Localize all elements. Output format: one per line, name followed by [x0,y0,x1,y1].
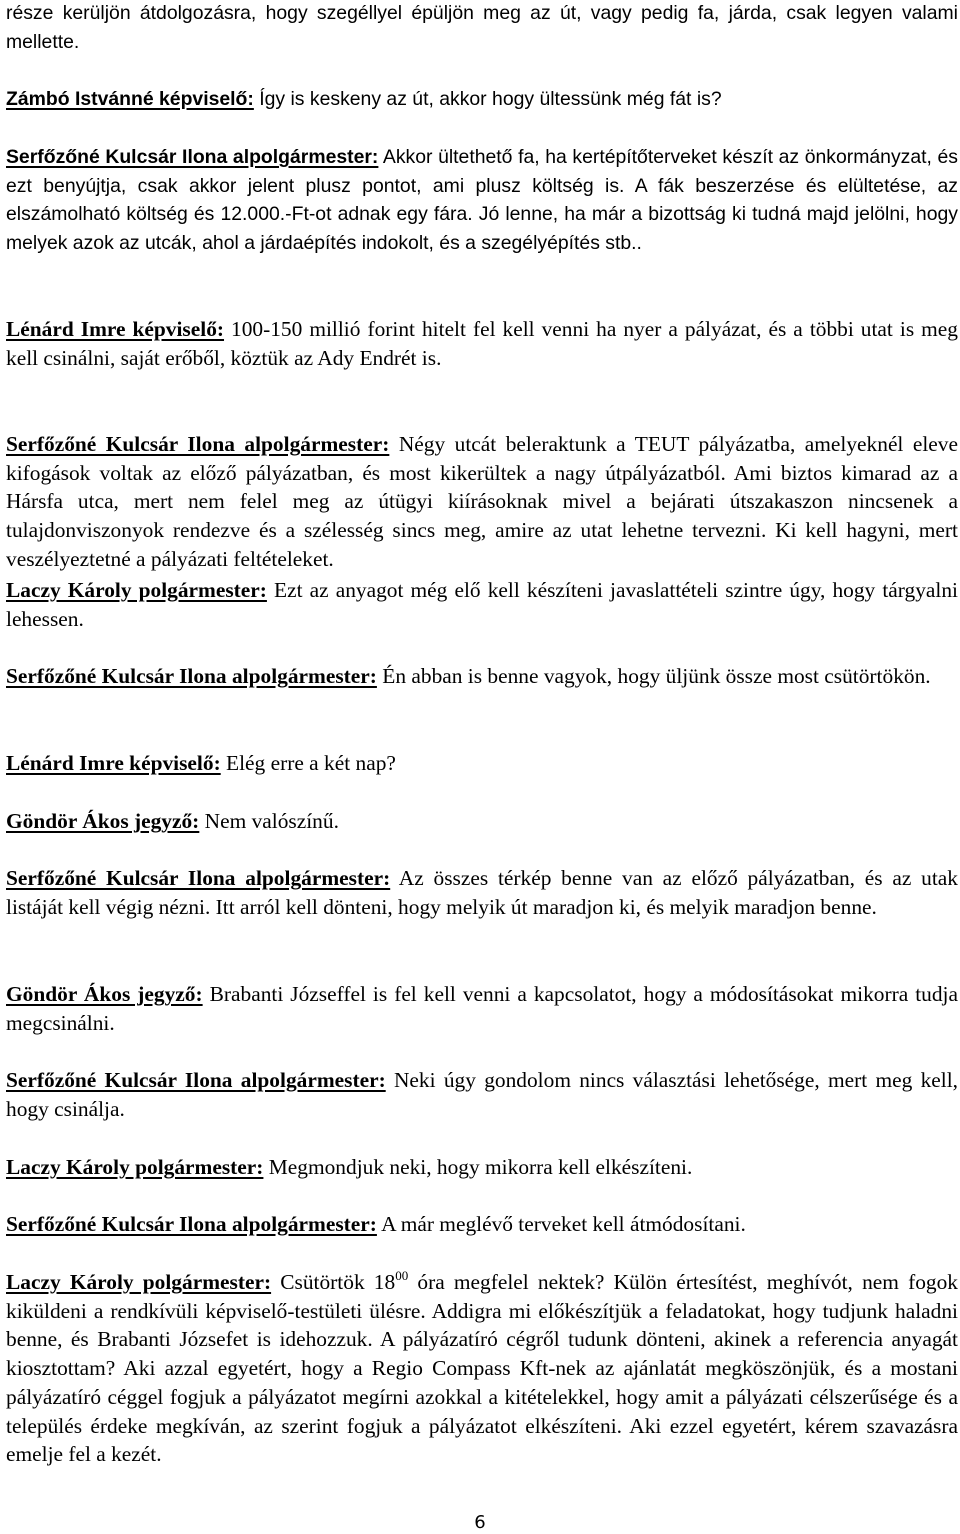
paragraph-lenard-2 [6,749,958,778]
paragraph-text: Megmondjuk neki, hogy mikorra kell elkészíteni. [263,1155,693,1179]
speaker-name: Serfőzőné Kulcsár Ilona alpolgármester: [6,664,377,688]
paragraph-lenard-1 [6,315,958,372]
paragraph-serfozone-4 [6,864,958,921]
paragraph-serfozone-2 [6,430,958,574]
speaker-name: Lénárd Imre képviselő: [6,751,221,775]
paragraph-text: Csütörtök 18 [271,1270,396,1294]
paragraph-text: Elég erre a két nap? [220,751,396,775]
paragraph-zambo [6,85,958,114]
speaker-name: Serfőzőné Kulcsár Ilona alpolgármester: [6,432,390,456]
paragraph-text: Én abban is benne vagyok, hogy üljünk össze most csütörtökön. [376,664,931,688]
paragraph-continuation [6,0,958,56]
speaker-name: Göndör Ákos jegyző: [6,809,200,833]
paragraph-gondor-1 [6,807,958,836]
speaker-name: Serfőzőné Kulcsár Ilona alpolgármester: [6,1212,377,1236]
paragraph-text: Neki úgy gondolom nincs választási lehetősége, mert meg kell, hogy csinálja. [6,1068,958,1121]
speaker-name: Laczy Károly polgármester: [6,1155,264,1179]
paragraph-text: Brabanti Józseffel is fel kell venni a kapcsolatot, hogy a módosításokat mikorra tudja megcsinálni. [6,982,958,1035]
paragraph-serfozone-1 [6,143,958,257]
paragraph-serfozone-3 [6,662,958,691]
speaker-name: Serfőzőné Kulcsár Ilona alpolgármester: [6,1068,386,1092]
speaker-name: Lénárd Imre képviselő: [6,317,225,341]
paragraph-text: Ezt az anyagot még elő kell készíteni javaslattételi szintre úgy, hogy tárgyalni lehessen. [6,578,958,631]
paragraph-laczy-1 [6,576,958,633]
paragraph-text: Így is keskeny az út, akkor hogy ültessünk még fát is? [253,88,722,110]
paragraph-serfozone-5 [6,1066,958,1123]
speaker-name: Serfőzőné Kulcsár Ilona alpolgármester: [6,146,379,168]
page-number: 6 [474,1512,486,1533]
paragraph-laczy-2 [6,1153,958,1182]
speaker-name: Laczy Károly polgármester: [6,1270,272,1294]
paragraph-text: Négy utcát beleraktunk a TEUT pályázatba, amelyeknél eleve kifogások voltak az előző pályázatban, és most kikerültek a nagy útpályázatból. Ami biztos kimarad az a Hársfa utca, mert nem felel meg az útügyi kiírásoknak mivel a bejárati útszakaszon nincsenek a tulajdonviszonyok rendezve és a szélesség sincs meg, amire az utat lehetne tervezni. Ki kell hagyni, mert veszélyeztetné a pályázati feltételeket. [6,432,958,571]
paragraph-text-continued: óra megfelel nektek? Külön értesítést, meghívót, nem fogok kiküldeni a rendkívüli képviselő-testületi ülésre. Addigra mi előkészítjük a feladatokat, hogy tudjunk haladni benne, és Brabanti Józsefet is idehozzuk. A pályázatíró cégről tudunk dönteni, akinek a referencia anyagát kiosztottam? Aki azzal egyetért, hogy a Regio Compass Kft-nek az ajánlatát megköszönjük, és a mostani pályázatíró céggel fogjuk a pályázatot megírni azokkal a kitételekkel, hogy amit a pályázati célszerűsége és a település érdeke megkíván, az szerint fogjuk a pályázatot elkészíteni. Aki ezzel egyetért, kérem szavazásra emelje fel a kezét. [6,1270,958,1467]
paragraph-laczy-3 [6,1268,958,1469]
paragraph-text: A már meglévő terveket kell átmódosítani. [376,1212,746,1236]
time-superscript: 00 [395,1268,409,1283]
paragraph-text: Nem valószínű. [199,809,339,833]
speaker-name: Göndör Ákos jegyző: [6,982,203,1006]
speaker-name: Laczy Károly polgármester: [6,578,267,602]
paragraph-text: 100-150 millió forint hitelt fel kell venni ha nyer a pályázat, és a többi utat is meg kell csinálni, saját erőből, köztük az Ady Endrét is. [6,317,958,370]
paragraph-text: része kerüljön átdolgozásra, hogy szegéllyel épüljön meg az út, vagy pedig fa, járda, csak legyen valami mellette. [6,2,958,53]
speaker-name: Zámbó Istvánné képviselő: [6,88,254,110]
speaker-name: Serfőzőné Kulcsár Ilona alpolgármester: [6,866,391,890]
paragraph-serfozone-6 [6,1210,958,1239]
paragraph-gondor-2 [6,980,958,1037]
paragraph-text: Akkor ültethető fa, ha kertépítőterveket készít az önkormányzat, és ezt benyújtja, csak akkor jelent plusz pontot, ami plusz költség is. A fák beszerzése és elültetése, az elszámolható költség és 12.000.-Ft-ot adnak egy fára. Jó lenne, ha már a bizottság ki tudná majd jelölni, hogy melyek azok az utcák, ahol a járdaépítés indokolt, és a szegélyépítés stb.. [6,146,958,254]
paragraph-text: Az összes térkép benne van az előző pályázatban, és az utak listáját kell végig nézni. Itt arról kell dönteni, hogy melyik út maradjon ki, és melyik maradjon benne. [6,866,958,919]
